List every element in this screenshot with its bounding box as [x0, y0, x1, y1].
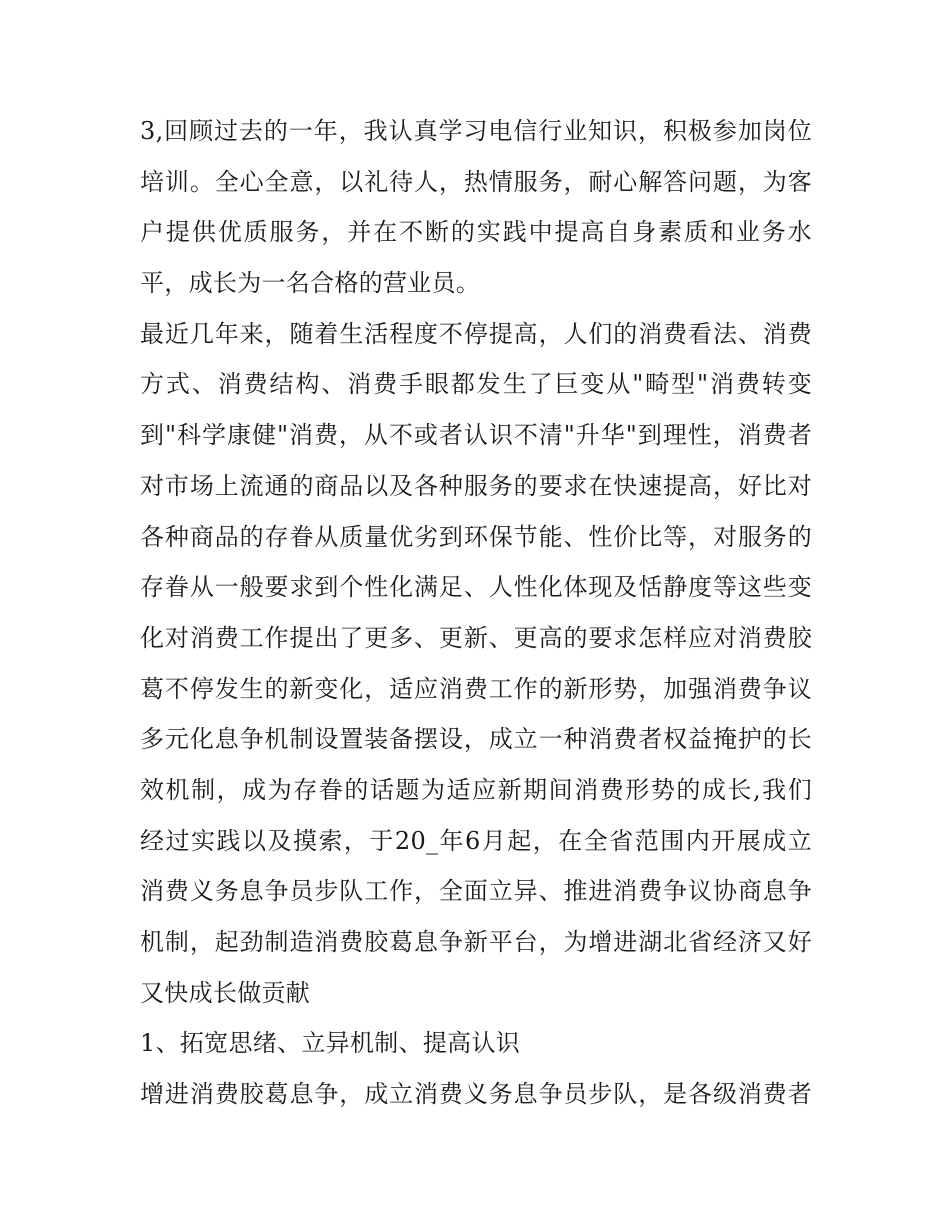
text-line: 葛不停发生的新变化，适应消费工作的新形势，加强消费争议: [140, 674, 812, 703]
text-line: 到"科学康健"消费，从不或者认识不清"升华"到理性，消费者: [140, 421, 812, 450]
text-line: 户提供优质服务，并在不断的实践中提高自身素质和业务水: [140, 218, 812, 247]
text-line: 3,回顾过去的一年，我认真学习电信行业知识，积极参加岗位: [140, 117, 812, 145]
text-line: 多元化息争机制设置装备摆设，成立一种消费者权益掩护的长: [140, 725, 812, 754]
text-line: 经过实践以及摸索，于20_年6月起，在全省范围内开展成立: [140, 826, 812, 855]
text-line: 方式、消费结构、消费手眼都发生了巨变从"畸型"消费转变: [140, 370, 812, 399]
text-line: 对市场上流通的商品以及各种服务的要求在快速提高，好比对: [140, 471, 812, 500]
text-line: 机制，起劲制造消费胶葛息争新平台，为增进湖北省经济又好: [140, 928, 812, 956]
text-line: 培训。全心全意，以礼待人，热情服务，耐心解答问题，为客: [140, 167, 812, 196]
text-line: 又快成长做贡献: [140, 978, 311, 1007]
text-line: 各种商品的存眷从质量优劣到环保节能、性价比等，对服务的: [140, 522, 812, 551]
text-line: 1、拓宽思绪、立异机制、提高认识: [140, 1029, 521, 1058]
text-line: 消费义务息争员步队工作，全面立异、推进消费争议协商息争: [140, 877, 812, 906]
text-line: 化对消费工作提出了更多、更新、更高的要求怎样应对消费胶: [140, 623, 812, 652]
text-line: 平，成长为一名合格的营业员。: [140, 269, 481, 298]
text-line: 最近几年来，随着生活程度不停提高，人们的消费看法、消费: [140, 319, 812, 348]
text-line: 存眷从一般要求到个性化满足、人性化体现及恬静度等这些变: [140, 573, 812, 602]
text-line: 增进消费胶葛息争，成立消费义务息争员步队，是各级消费者: [140, 1080, 812, 1109]
document-body: [140, 106, 812, 1120]
text-line: 效机制，成为存眷的话题为适应新期间消费形势的成长,我们: [140, 775, 812, 804]
